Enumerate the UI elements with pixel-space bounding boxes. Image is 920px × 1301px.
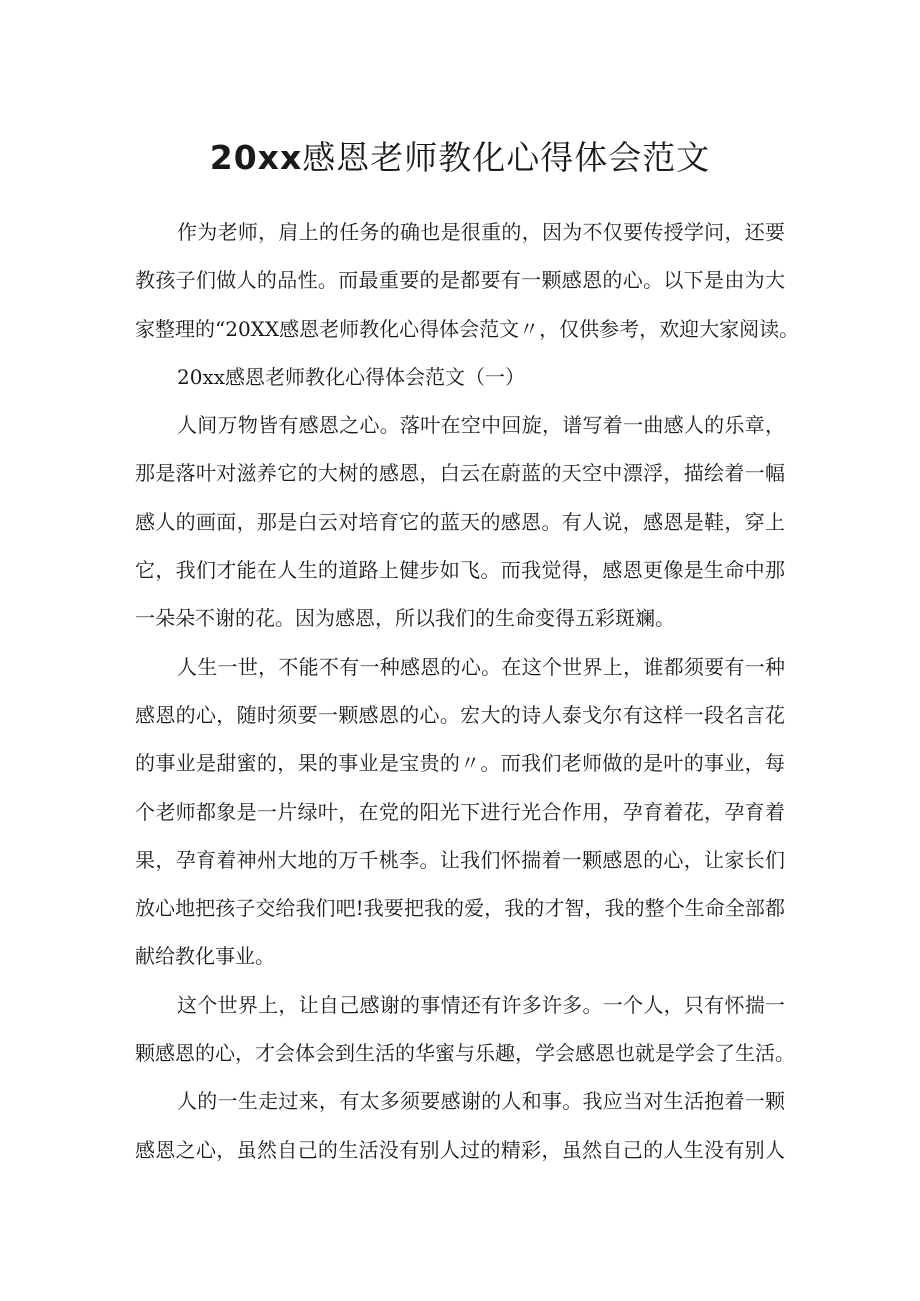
text-line: 感人的画面，那是白云对培育它的蓝天的感恩。有人说，感恩是鞋，穿上 — [135, 509, 785, 534]
text-line: 家整理的“20XX感恩老师教化心得体会范文〃，仅供参考，欢迎大家阅读。 — [135, 316, 800, 341]
text-line: 的事业是甜蜜的，果的事业是宝贵的〃。而我们老师做的是叶的事业，每 — [135, 751, 785, 776]
text-line: 放心地把孩子交给我们吧!我要把我的爱，我的才智，我的整个生命全部都 — [135, 896, 785, 921]
text-line: 那是落叶对滋养它的大树的感恩，白云在蔚蓝的天空中漂浮，描绘着一幅 — [135, 461, 785, 486]
text-line: 感恩之心，虽然自己的生活没有别人过的精彩，虽然自己的人生没有别人 — [135, 1137, 785, 1162]
text-line: 教孩子们做人的品性。而最重要的是都要有一颗感恩的心。以下是由为大 — [135, 268, 785, 293]
text-line: 这个世界上，让自己感谢的事情还有许多许多。一个人，只有怀揣一 — [177, 992, 785, 1017]
document-body — [135, 208, 800, 1174]
text-line: 感恩的心，随时须要一颗感恩的心。宏大的诗人泰戈尔有这样一段名言花 — [135, 702, 785, 727]
text-line: 个老师都象是一片绿叶，在党的阳光下进行光合作用，孕育着花，孕育着 — [135, 799, 785, 824]
text-line: 一朵朵不谢的花。因为感恩，所以我们的生命变得五彩斑斓。 — [135, 606, 675, 631]
text-line: 人间万物皆有感恩之心。落叶在空中回旋，谱写着一曲感人的乐章， — [177, 413, 785, 438]
title-number: 20xx — [209, 138, 303, 177]
text-line: 献给教化事业。 — [135, 944, 275, 969]
document-title — [0, 136, 920, 180]
text-line: 果，孕育着神州大地的万千桃李。让我们怀揣着一颗感恩的心，让家长们 — [135, 847, 785, 872]
text-line: 作为老师，肩上的任务的确也是很重的，因为不仅要传授学问，还要 — [177, 220, 785, 244]
text-line: 20xx感恩老师教化心得体会范文（一） — [177, 364, 526, 389]
text-line: 颗感恩的心，才会体会到生活的华蜜与乐趣，学会感恩也就是学会了生活。 — [135, 1041, 795, 1066]
text-line: 人生一世，不能不有一种感恩的心。在这个世界上，谁都须要有一种 — [177, 654, 785, 679]
text-line: 它，我们才能在人生的道路上健步如飞。而我觉得，感恩更像是生命中那 — [135, 558, 785, 583]
text-line: 人的一生走过来，有太多须要感谢的人和事。我应当对生活抱着一颗 — [177, 1089, 785, 1114]
title-text: 感恩老师教化心得体会范文 — [302, 138, 711, 177]
